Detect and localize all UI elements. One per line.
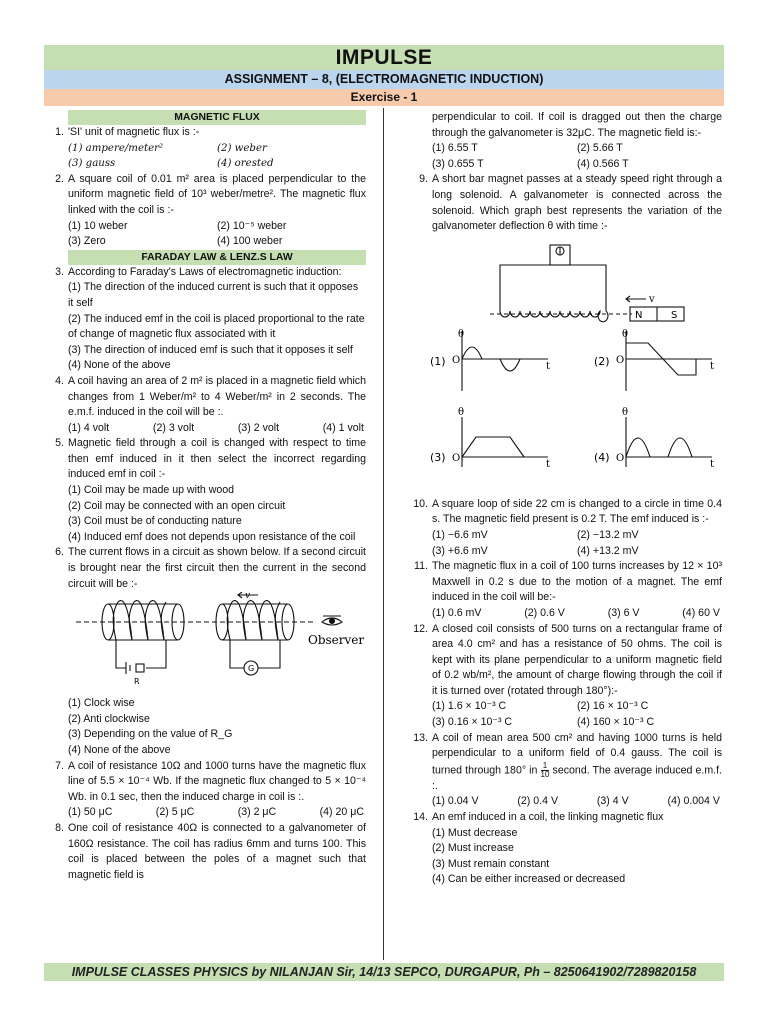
option-4: (4) 20 μC	[319, 806, 364, 819]
option-3: (3) 0.655 T	[432, 157, 484, 170]
option-1: (1) Coil may be made up with wood	[68, 484, 235, 497]
option-4: (4) Induced emf does not depends upon resistance of the coil	[68, 530, 356, 543]
option-3: (3) 6 V	[607, 606, 640, 619]
option-4: (4) None of the above	[68, 744, 171, 756]
velocity-label: v	[245, 592, 251, 602]
graph-1-theta: θ	[458, 328, 465, 340]
column-divider	[383, 108, 384, 960]
option-3: (3) The direction of induced emf is such that it opposes it self	[68, 343, 353, 356]
north-pole-label: N	[635, 309, 643, 321]
option-1: (1) Must decrease	[432, 826, 518, 839]
option-4: (4) Can be either increased or decreased	[432, 873, 626, 886]
question-text: According to Faraday's Laws of electromagnetic induction:	[68, 265, 342, 278]
option-3: (3) Must remain constant	[432, 857, 550, 870]
option-4: (4) 160 × 10⁻³ C	[577, 716, 655, 729]
option-2: (2) 16 × 10⁻³ C	[577, 700, 649, 713]
solenoid-figure	[400, 235, 722, 327]
option-1: (1) The direction of the induced current is such that it opposes it self	[68, 281, 359, 309]
question-10	[400, 497, 722, 559]
question-6	[36, 545, 366, 758]
question-number: 13.	[413, 731, 428, 744]
question-4	[36, 374, 366, 436]
question-12	[400, 622, 722, 731]
fraction	[541, 762, 550, 779]
option-1: (1) ampere/meter²	[68, 142, 164, 154]
question-text: 'SI' unit of magnetic flux is :-	[68, 126, 200, 138]
option-3: (3) 0.16 × 10⁻³ C	[432, 716, 513, 729]
question-9	[400, 172, 722, 496]
resistor-label: R	[134, 677, 140, 687]
option-3: (3) +6.6 mV	[432, 544, 488, 557]
option-4: (4) orested	[217, 158, 274, 170]
question-8-continued	[400, 110, 722, 172]
section-heading-faraday: FARADAY LAW & LENZ.S LAW	[68, 250, 366, 265]
option-3: (3) Zero	[68, 235, 106, 248]
option-4: (4) 100 weber	[217, 235, 283, 248]
question-text: A coil of resistance 10Ω and 1000 turns have the magnetic flux line of 5.5 × 10⁻⁴ Wb. If the magnetic flux changed to 5 × 10⁻⁴ Wb. in 0.1 sec, then the induced charge in coil is :.	[68, 759, 366, 803]
fraction-numerator: 1	[541, 762, 550, 771]
graph-1-label: (1)	[430, 354, 446, 368]
question-number: 7.	[55, 759, 64, 772]
question-text: Magnetic field through a coil is changed with respect to time then emf induced in it then select the incorrect regarding induced emf in coil :-	[68, 437, 366, 481]
velocity-label: v	[649, 293, 655, 305]
galvanometer-label: G	[248, 664, 255, 674]
option-2: (2) 5.66 T	[577, 142, 623, 155]
question-14	[400, 810, 722, 888]
option-1: (1) 1.6 × 10⁻³ C	[432, 700, 507, 713]
option-2: (2) 10⁻⁵ weber	[217, 219, 287, 232]
option-4: (4) +13.2 mV	[577, 544, 639, 557]
question-text-end: second. The average induced e.m.f. :.	[432, 764, 722, 792]
observer-label: Observer	[308, 633, 365, 648]
option-1: (1) 6.55 T	[432, 142, 478, 155]
graph-2-origin: O	[616, 354, 625, 366]
option-2: (2) 0.4 V	[517, 795, 559, 808]
footer-contact: IMPULSE CLASSES PHYSICS by NILANJAN Sir, 14/13 SEPCO, DURGAPUR, Ph – 8250641902/7289820158	[44, 963, 724, 981]
exercise-heading: Exercise - 1	[44, 89, 724, 106]
question-text: A closed coil consists of 500 turns on a rectangular frame of area 4.0 cm² and has a resistance of 50 ohms. The coil is kept with its plane perpendicular to a uniform magnetic field of 0.2 wb/m², the amount of charge flowing through the coil if it is turned over (rotated through 180°):-	[432, 622, 722, 697]
assignment-heading: ASSIGNMENT – 8, (ELECTROMAGNETIC INDUCTION)	[44, 70, 724, 89]
graph-4-label: (4)	[594, 450, 610, 464]
question-number: 5.	[55, 437, 64, 450]
option-4: (4) 60 V	[682, 606, 720, 619]
question-number: 11.	[414, 560, 428, 573]
question-3	[36, 265, 366, 374]
question-8	[36, 821, 366, 883]
option-1: (1) 0.04 V	[432, 795, 479, 808]
page-title: IMPULSE	[44, 45, 724, 70]
option-1: (1) 0.6 mV	[432, 606, 482, 619]
graph-1-t: t	[546, 360, 551, 372]
graph-3-theta: θ	[458, 406, 465, 418]
graph-3-t: t	[546, 458, 551, 470]
option-2: (2) Must increase	[432, 842, 514, 855]
option-3: (3) 2 μC	[237, 806, 277, 819]
option-3: (3) Depending on the value of R_G	[68, 728, 233, 741]
question-text: The magnetic flux in a coil of 100 turns increases by 12 × 10³ Maxwell in 0.2 s due to the motion of a magnet. The emf induced in the coil will be:-	[432, 560, 722, 604]
question-number: 12.	[413, 622, 428, 635]
graph-3-label: (3)	[430, 450, 446, 464]
option-3: (3) gauss	[68, 158, 116, 170]
question-number: 4.	[55, 374, 64, 387]
option-1: (1) 50 μC	[68, 806, 113, 819]
option-4: (4) 0.566 T	[577, 157, 629, 170]
fraction-denominator: 10	[540, 769, 550, 779]
option-1: (1) 10 weber	[68, 219, 128, 232]
question-text: A square loop of side 22 cm is changed to a circle in time 0.4 s. The magnetic field present is 0.2 T. The emf induced is :-	[432, 497, 722, 526]
question-text: A coil having an area of 2 m² is placed in a magnetic field which changes from 1 Weber/m² to 4 Weber/m² in 2 seconds. The e.m.f. induced in the coil will be :.	[68, 374, 366, 419]
option-4: (4) None of the above	[68, 359, 171, 372]
option-3: (3) Coil must be of conducting nature	[68, 515, 242, 528]
graph-4-origin: O	[616, 452, 625, 464]
question-text: A square coil of 0.01 m² area is placed perpendicular to the uniform magnetic field of 10³ weber/metre². The magnetic flux linked with the coil is :-	[68, 172, 366, 216]
graph-4-t: t	[710, 458, 715, 470]
question-number: 14.	[413, 811, 428, 824]
question-text: The current flows in a circuit as shown below. If a second circuit is brought near the first circuit then the current in the second circuit will be :-	[68, 546, 366, 590]
option-1: (1) 4 volt	[68, 421, 110, 434]
question-text: A short bar magnet passes at a steady speed right through a long solenoid. A galvanometer is connected across the solenoid. Which graph best represents the variation of the galvanometer deflection θ with time :-	[432, 173, 722, 233]
question-11	[400, 559, 722, 621]
option-2: (2) weber	[217, 142, 267, 154]
question-7	[36, 759, 366, 821]
question-number: 1.	[55, 126, 64, 138]
option-2: (2) 0.6 V	[524, 606, 565, 619]
deflection-graphs-figure	[400, 327, 722, 497]
left-column	[36, 110, 366, 960]
option-1: (1) Clock wise	[68, 697, 135, 710]
question-number: 3.	[55, 265, 64, 278]
question-text-continued: perpendicular to coil. If coil is dragged out then the charge through the galvanometer is 32μC. The magnetic field is:-	[432, 111, 722, 139]
question-2	[36, 172, 366, 250]
graph-1-origin: O	[452, 354, 461, 366]
south-pole-label: S	[671, 309, 678, 321]
two-coils-figure	[36, 592, 366, 696]
question-number: 2.	[55, 172, 64, 185]
question-number: 9.	[419, 173, 428, 186]
option-3: (3) 2 volt	[237, 421, 280, 434]
question-1	[36, 125, 366, 172]
option-4: (4) 1 volt	[322, 421, 364, 434]
question-text: One coil of resistance 40Ω is connected to a galvanometer of 160Ω resistance. The coil has radius 6mm and turns 100. This coil is placed between the poles of a magnet such that magnetic field is	[68, 821, 366, 881]
option-2: (2) Anti clockwise	[68, 712, 150, 725]
question-5	[36, 436, 366, 545]
option-2: (2) −13.2 mV	[577, 528, 639, 541]
question-text: A coil of mean area 500 cm² and having 1000 turns is held perpendicular to a uniform field of 0.4 gauss. The coil is turned through 180° in	[432, 731, 722, 777]
graph-2-label: (2)	[594, 354, 610, 368]
option-2: (2) 3 volt	[152, 421, 195, 434]
option-1: (1) −6.6 mV	[432, 528, 488, 541]
graph-2-t: t	[710, 360, 715, 372]
option-2: (2) The induced emf in the coil is placed proportional to the rate of change of magnetic flux associated with it	[68, 312, 365, 341]
question-number: 6.	[55, 546, 64, 559]
option-4: (4) 0.004 V	[667, 795, 720, 808]
option-2: (2) Coil may be connected with an open circuit	[68, 499, 286, 512]
question-text: An emf induced in a coil, the linking magnetic flux	[432, 811, 664, 824]
option-3: (3) 4 V	[596, 795, 629, 808]
graph-3-origin: O	[452, 452, 461, 464]
right-column	[400, 110, 722, 960]
graph-2-theta: θ	[622, 328, 629, 340]
graph-4-theta: θ	[622, 406, 629, 418]
question-number: 10.	[413, 497, 428, 510]
question-number: 8.	[55, 821, 64, 834]
option-2: (2) 5 μC	[155, 806, 195, 819]
question-13	[400, 731, 722, 810]
section-heading-magnetic-flux: MAGNETIC FLUX	[68, 110, 366, 125]
